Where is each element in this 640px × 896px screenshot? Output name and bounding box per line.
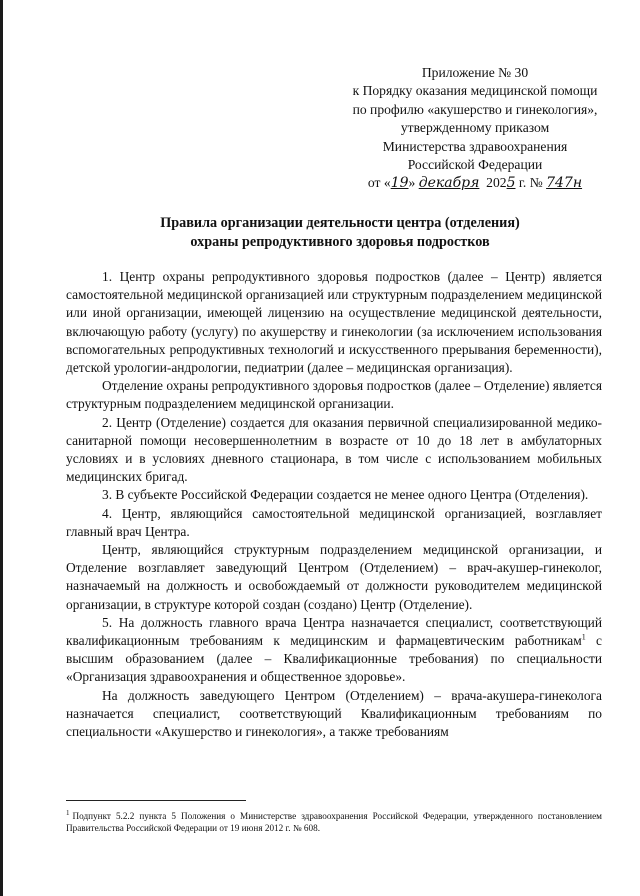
paragraph-1-department: Отделение охраны репродуктивного здоровья подростков (далее – Отделение) является структурным подразделением медицинской организации.	[66, 378, 602, 412]
order-number: 747н	[546, 175, 583, 192]
paragraph-4-head: Центр, являющийся структурным подразделением медицинской организации, и Отделение возглавляет заведующий Центром (Отделением) – врач-акушер-гинеколог, назначаемый на должность и освобождаемый от должности руководителем медицинской организации, в структуре которой создан (создано) Центр (Отделение).	[66, 542, 602, 612]
paragraph-5	[66, 614, 602, 687]
title-line-1: Правила организации деятельности центра (отделения)	[160, 215, 520, 231]
footnote	[66, 810, 602, 835]
date-year-unit: г. №	[518, 175, 543, 191]
appendix-header	[330, 64, 620, 193]
paragraph-4: 4. Центр, являющийся самостоятельной медицинской организацией, возглавляет главный врач Центра.	[66, 505, 602, 539]
header-line-approved: утвержденному приказом	[400, 120, 550, 136]
date-prefix: от «	[367, 175, 391, 191]
date-year-suffix: 5	[506, 175, 516, 192]
date-mid: »	[408, 175, 416, 191]
header-line-order: к Порядку оказания медицинской помощи	[352, 83, 598, 99]
header-line-profile: по профилю «акушерство и гинекология»,	[352, 101, 598, 117]
paragraph-3: 3. В субъекте Российской Федерации создается не менее одного Центра (Отделения).	[102, 487, 589, 503]
header-line-ministry: Министерства здравоохранения	[382, 138, 568, 154]
footnote-divider	[66, 800, 246, 801]
paragraph-2: 2. Центр (Отделение) создается для оказания первичной специализированной медико-санитарной помощи несовершеннолетним в возрасте от 10 до 18 лет в амбулаторных условиях и в условиях дневного стационара, в том числе с использованием мобильных медицинских бригад.	[66, 414, 602, 485]
date-day: 19	[390, 175, 409, 192]
paragraph-5-head-requirements: На должность заведующего Центром (Отделением) – врача-акушера-гинеколога назначается специалист, соответствующий Квалификационным требованиям по специальности «Акушерство и гинекология», а также требованиям	[66, 687, 602, 740]
paragraph-1: 1. Центр охраны репродуктивного здоровья подростков (далее – Центр) является самостоятельной медицинской организацией или структурным подразделением медицинской или иной организации, имеющей лицензию на осуществление медицинской деятельности, включающую работу (услугу) по акушерству и гинекологии (за исключением использования вспомогательных репродуктивных технологий и искусственного прерывания беременности), детской урологии-андрологии, педиатрии (далее – медицинская организация).	[66, 269, 602, 376]
appendix-number: Приложение № 30	[421, 65, 529, 80]
paragraph-5-text: 5. На должность главного врача Центра назначается специалист, соответствующий квалификационным требованиям к медицинским и фармацевтическим работникам	[66, 614, 602, 649]
order-date-line	[330, 174, 620, 192]
document-body	[66, 268, 602, 741]
footnote-reference: 1	[581, 632, 586, 642]
paragraph-5-text-cont: с высшим образованием (далее – Квалификационные требования) по специальности «Организация здравоохранения и общественное здоровье».	[66, 633, 602, 685]
footnote-mark: 1	[66, 808, 70, 817]
footnote-text: Подпункт 5.2.2 пункта 5 Положения о Министерстве здравоохранения Российской Федерации, утвержденного постановлением Правительства Российской Федерации от 19 июня 2012 г. № 608.	[66, 811, 602, 834]
header-line-federation: Российской Федерации	[407, 157, 543, 173]
title-line-2: охраны репродуктивного здоровья подростков	[190, 233, 490, 250]
date-month: декабря	[418, 175, 480, 192]
document-title	[40, 214, 640, 251]
date-year-prefix: 202	[486, 175, 507, 191]
